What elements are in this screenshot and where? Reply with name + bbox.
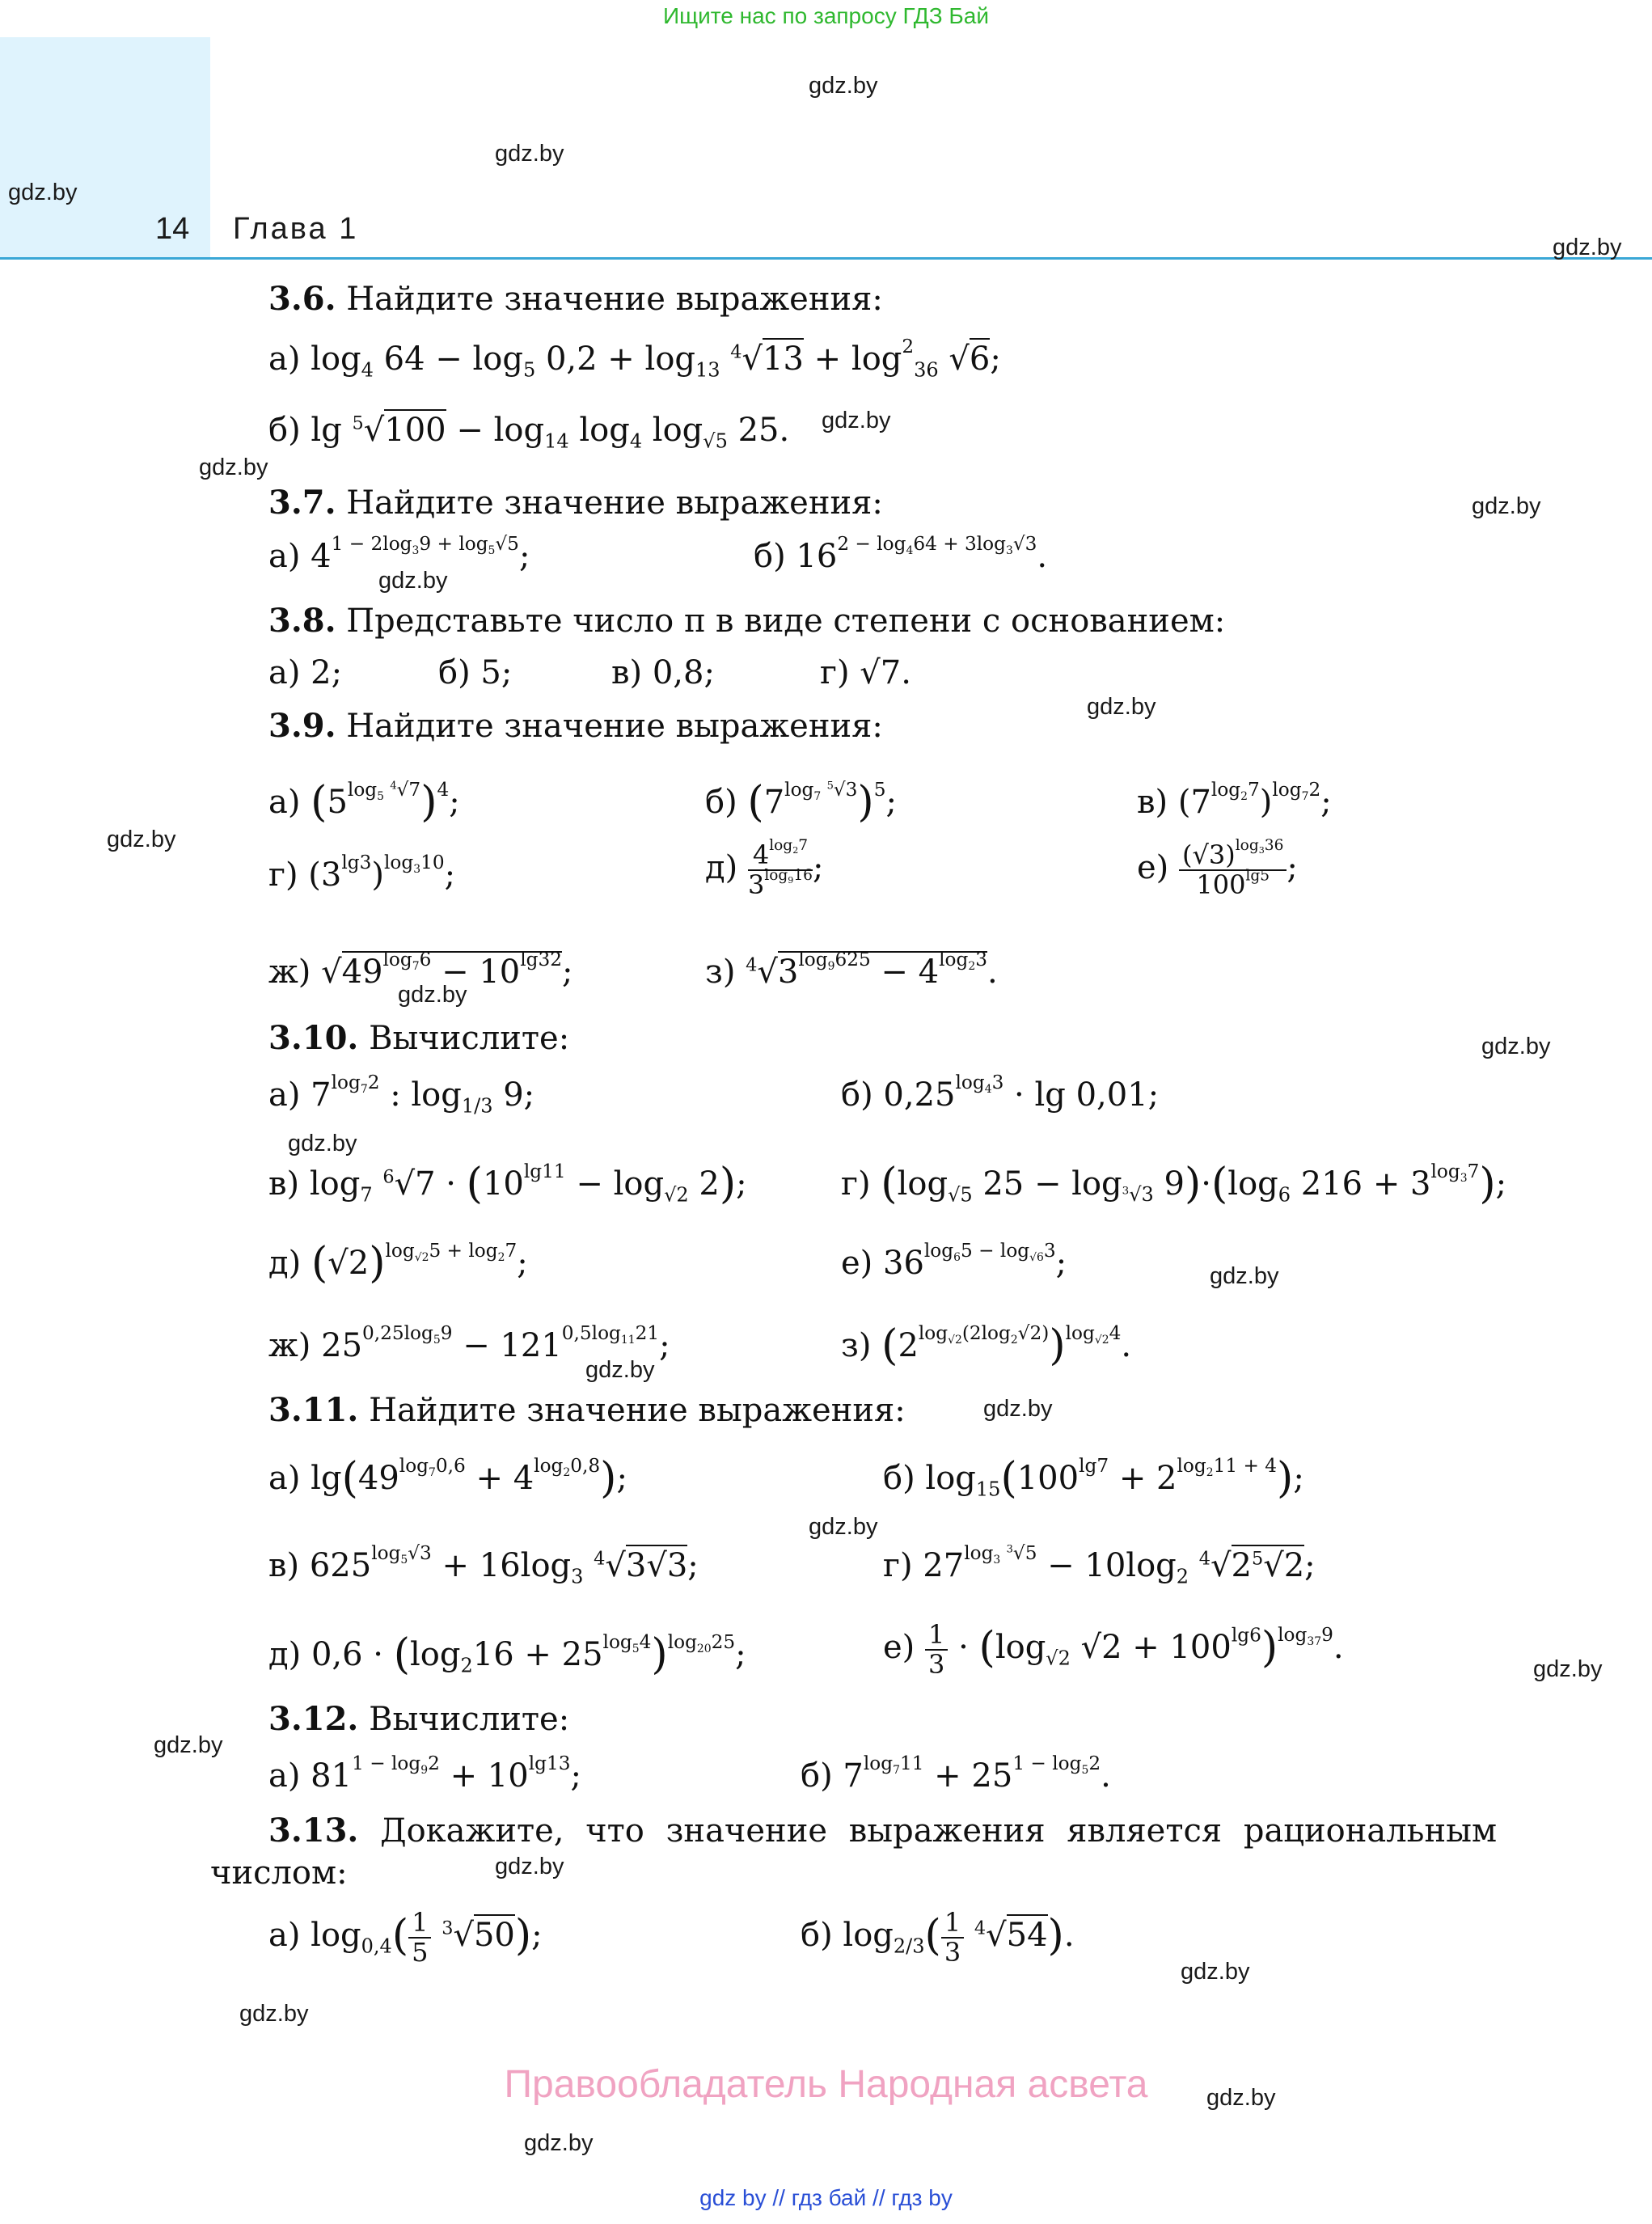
- problem-3-9-heading: 3.9. Найдите значение выражения:: [268, 707, 883, 745]
- problem-3-9-e: д) $\frac{4^{log_27}}{3^{log_916}}$ ;: [705, 837, 824, 901]
- problem-3-7-a: а) $4^{1 - 2log_39 + log_5√5}$;: [268, 533, 530, 575]
- problem-3-10-b: б) $0,25^{log_43} \cdot \lg 0,01$;: [841, 1072, 1160, 1114]
- watermark: gdz.by: [1533, 1656, 1603, 1682]
- problem-3-11-f: е) $\frac{1}{3}$ · ($\log_{√2}$ $√2 + 100^{lg6})^{log_{37}9}$.: [883, 1619, 1344, 1681]
- problem-3-8-option-b: б) 5;: [438, 654, 513, 691]
- problem-3-13-heading: 3.13. Докажите, что значение выражения является рациональным: [268, 1812, 1498, 1850]
- watermark: gdz.by: [1087, 694, 1156, 720]
- problem-3-10-f: е) $36^{log_65 - log_{√6}3}$;: [841, 1240, 1067, 1282]
- problem-3-12-heading: 3.12. Вычислите:: [268, 1700, 570, 1738]
- problem-3-8-option-a: а) 2;: [268, 654, 343, 691]
- problem-3-12-b: б) $7^{log_711} + 25^{1 - log_52}$.: [801, 1753, 1111, 1795]
- watermark: gdz.by: [495, 141, 564, 167]
- watermark: gdz.by: [398, 982, 467, 1008]
- watermark: gdz.by: [1472, 493, 1541, 519]
- problem-3-13-b: б) $\log_{2/3}$( $\frac{1}{3}$ $^4$√54).: [801, 1907, 1075, 1968]
- problem-3-9-d: г) $(3^{lg3})^{log_310}$;: [268, 852, 456, 894]
- watermark: gdz.by: [288, 1131, 357, 1156]
- watermark: gdz.by: [154, 1732, 223, 1758]
- problem-3-7-heading: 3.7. Найдите значение выражения:: [268, 484, 883, 522]
- watermark: gdz.by: [239, 2001, 309, 2027]
- problem-3-13-a: а) $\log_{0,4}$( $\frac{1}{5}$ $^3$√50);: [268, 1907, 543, 1968]
- problem-3-6-a: а) $\log_4 64 - \log_5 0,2 + \log_{13} ^4√13 + \log^2_{36} √6$;: [268, 336, 1001, 382]
- page-number: 14: [155, 212, 190, 246]
- copyright-footer: Правообладатель Народная асвета: [504, 2063, 1148, 2106]
- watermark: gdz.by: [1181, 1959, 1250, 1985]
- problem-3-9-h: з) $^4√3^{log_9625} - 4^{log_23}$.: [705, 949, 998, 991]
- watermark: gdz.by: [1210, 1263, 1279, 1289]
- problem-3-7-b: б) $16^{2 - log_464 + 3log_3√3}$.: [754, 533, 1048, 575]
- problem-3-9-a: а) $(5^{log_5 ^4√7})^4$;: [268, 778, 460, 827]
- problem-3-10-c: в) $\log_7 ^6√7 \cdot (10^{lg11} - \log_{√2} 2)$;: [268, 1160, 747, 1209]
- watermark: gdz.by: [378, 568, 448, 594]
- watermark: gdz.by: [822, 408, 891, 433]
- watermark: gdz.by: [107, 827, 176, 852]
- watermark: gdz.by: [1553, 235, 1622, 260]
- problem-3-6-b: б) $\lg ^5√100 - \log_{14} \log_4 \log_{√5} 25$.: [268, 411, 789, 453]
- problem-3-10-a: а) $7^{log_72}$ : $\log_{1/3} 9$;: [268, 1072, 535, 1118]
- problem-3-12-a: а) $81^{1 - log_92} + 10^{lg13}$;: [268, 1753, 581, 1795]
- problem-3-11-c: в) $625^{log_5√3} + 16\log_3$ $^4$√3√3;: [268, 1542, 699, 1588]
- footer-links[interactable]: gdz by // гдз бай // гдз by: [699, 2185, 953, 2210]
- problem-3-11-b: б) $\log_{15}(100^{lg7} + 2^{log_211 + 4})$;: [883, 1454, 1304, 1503]
- watermark: gdz.by: [8, 180, 78, 205]
- problem-3-8-heading: 3.8. Представьте число π в виде степени с основанием:: [268, 602, 1226, 640]
- problem-3-11-d: г) $27^{log_3 ^3√5} - 10\log_2$ $^4√2^5√2$;: [883, 1542, 1316, 1588]
- watermark: gdz.by: [495, 1854, 564, 1879]
- problem-3-6-heading: 3.6. Найдите значение выражения:: [268, 280, 883, 318]
- watermark: gdz.by: [585, 1357, 655, 1383]
- problem-3-9-b: б) $(7^{log_7 ^5√3})^5$;: [705, 778, 897, 827]
- header-divider: [0, 257, 1652, 260]
- watermark: gdz.by: [199, 455, 268, 480]
- problem-3-10-heading: 3.10. Вычислите:: [268, 1019, 570, 1057]
- watermark: gdz.by: [1206, 2085, 1276, 2111]
- problem-3-9-f: е) $\frac{(√3)^{log_336}}{100^{lg5}}$ ;: [1137, 837, 1298, 901]
- problem-3-10-h: з) $(2^{log_{√2}(2log_2√2)})^{log_{√2}4}$.: [841, 1321, 1132, 1371]
- problem-3-8-option-d: г) √7.: [820, 654, 911, 691]
- top-banner: Ищите нас по запросу ГДЗ Бай: [662, 3, 990, 28]
- problem-3-11-e: д) $0,6 \cdot (\log_216 + 25^{log_54})^{log_{20}25}$;: [268, 1630, 746, 1680]
- watermark: gdz.by: [983, 1396, 1053, 1422]
- problem-3-13-heading-cont: числом:: [210, 1854, 348, 1892]
- watermark: gdz.by: [809, 1514, 878, 1540]
- problem-3-10-d: г) ($\log_{√5}$ $25 - \log_{^3√3} 9)\cdot(\log_6$ $216 + 3^{log_37}$);: [841, 1160, 1507, 1209]
- watermark: gdz.by: [524, 2130, 594, 2156]
- problem-3-9-g: ж) $√49^{log_76} - 10^{lg32}$;: [268, 949, 573, 991]
- problem-3-11-a: а) $\lg(49^{log_70,6} + 4^{log_20,8})$;: [268, 1454, 627, 1503]
- watermark: gdz.by: [809, 73, 878, 99]
- problem-3-8-option-c: в) 0,8;: [611, 654, 715, 691]
- problem-3-10-e: д) $(√2)^{log_{√2}5 + log_27}$;: [268, 1239, 528, 1288]
- problem-3-9-c: в) $(7^{log_27})^{log_72}$;: [1137, 779, 1332, 821]
- problem-3-11-heading: 3.11. Найдите значение выражения:: [268, 1391, 906, 1429]
- problem-3-10-g: ж) $25^{0,25log_59} - 121^{0,5log_{11}21}$;: [268, 1322, 670, 1364]
- chapter-title: Глава 1: [233, 212, 359, 246]
- watermark: gdz.by: [1481, 1034, 1551, 1059]
